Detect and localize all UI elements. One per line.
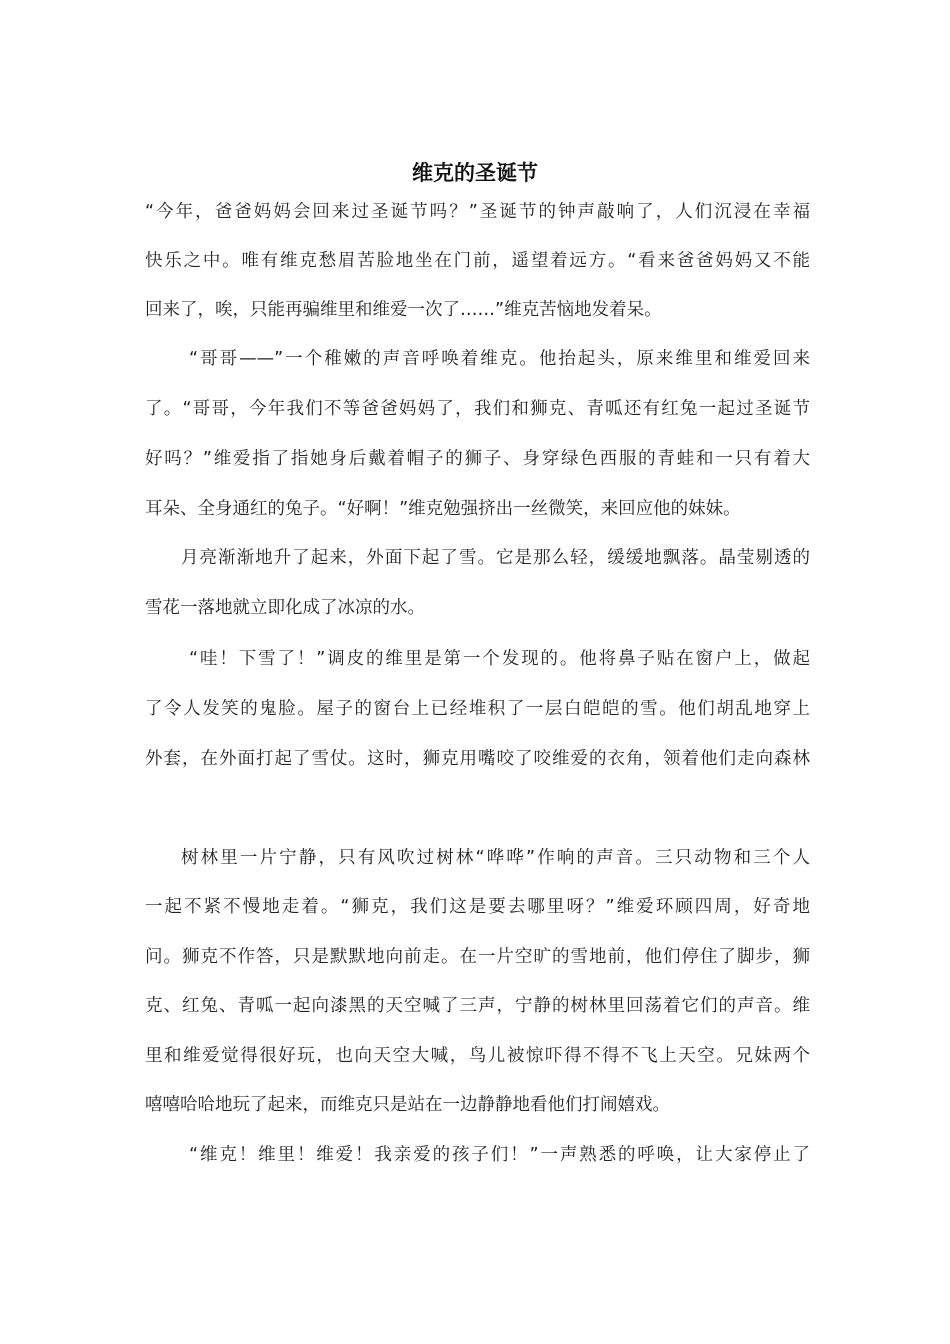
text-line: 里和维爱觉得很好玩，也向天空大喊，鸟儿被惊吓得不得不飞上天空。兄妹两个 (145, 1046, 810, 1066)
text-line: 雪花一落地就立即化成了冰凉的水。 (145, 598, 425, 618)
text-line: “今年，爸爸妈妈会回来过圣诞节吗？”圣诞节的钟声敲响了，人们沉浸在幸福 (145, 202, 810, 222)
text-line: 树林里一片宁静，只有风吹过树林“哗哗”作响的声音。三只动物和三个人 (181, 848, 810, 868)
text-line: “哇！下雪了！”调皮的维里是第一个发现的。他将鼻子贴在窗户上，做起 (189, 649, 810, 669)
text-line: 问。狮克不作答，只是默默地向前走。在一片空旷的雪地前，他们停住了脚步，狮 (145, 947, 810, 967)
document-title: 维克的圣诞节 (412, 160, 538, 185)
text-line: 克、红兔、青呱一起向漆黑的天空喊了三声，宁静的树林里回荡着它们的声音。维 (145, 996, 810, 1016)
text-line: 了。“哥哥，今年我们不等爸爸妈妈了，我们和狮克、青呱还有红兔一起过圣诞节 (145, 399, 810, 419)
text-line: 快乐之中。唯有维克愁眉苦脸地坐在门前，遥望着远方。“看来爸爸妈妈又不能 (145, 251, 810, 271)
text-line: 一起不紧不慢地走着。“狮克，我们这是要去哪里呀？”维爱环顾四周，好奇地 (145, 897, 810, 917)
text-line: 月亮渐渐地升了起来，外面下起了雪。它是那么轻，缓缓地飘落。晶莹剔透的 (181, 548, 810, 568)
text-line: 好吗？”维爱指了指她身后戴着帽子的狮子、身穿绿色西服的青蛙和一只有着大 (145, 449, 810, 469)
text-line: 回来了，唉，只能再骗维里和维爱一次了……”维克苦恼地发着呆。 (145, 300, 662, 320)
text-line: “维克！维里！维爱！我亲爱的孩子们！”一声熟悉的呼唤，让大家停止了 (189, 1145, 810, 1165)
text-line: “哥哥——”一个稚嫩的声音呼唤着维克。他抬起头，原来维里和维爱回来 (189, 349, 810, 369)
text-line: 了令人发笑的鬼脸。屋子的窗台上已经堆积了一层白皑皑的雪。他们胡乱地穿上 (145, 699, 810, 719)
text-line: 耳朵、全身通红的兔子。“好啊！”维克勉强挤出一丝微笑，来回应他的妹妹。 (145, 499, 741, 519)
text-line: 外套，在外面打起了雪仗。这时，狮克用嘴咬了咬维爱的衣角，领着他们走向森林 (145, 749, 810, 769)
text-line: 嘻嘻哈哈地玩了起来，而维克只是站在一边静静地看他们打闹嬉戏。 (145, 1095, 670, 1115)
